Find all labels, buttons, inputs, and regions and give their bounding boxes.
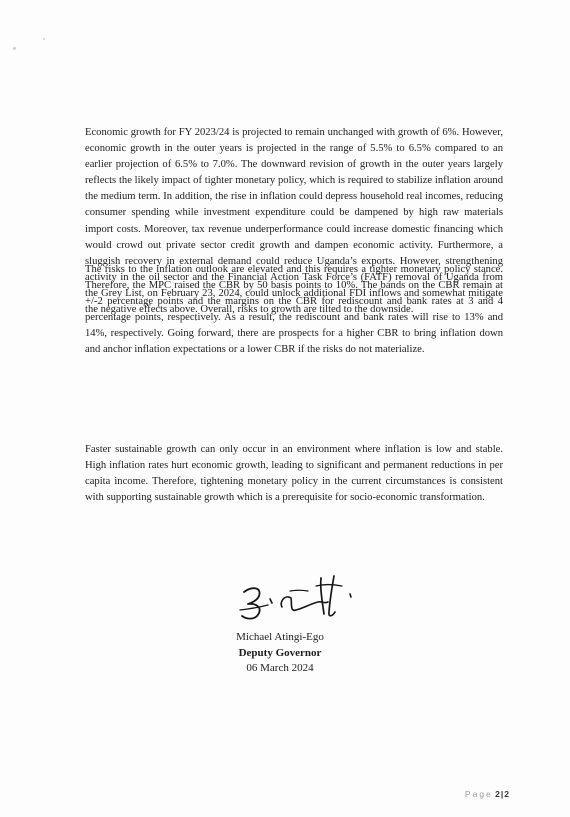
paragraph-inflation-risks: The risks to the inflation outlook are elevated and this requires a tighter monetary policy stance. Therefore, the MPC raised the CBR by 50 basis points to 10%. The bands on the CBR remain at +/-2 percentage points and the margins on the CBR for rediscount and bank rates at 3 and 4 percentage points, respectively. As a result, the rediscount and bank rates will rise to 13% and 14%, respectively. Going forward, there are prospects for a higher CBR to bring inflation down and anchor inflation expectations or a lower CBR if the risks do not materialize. bbox=[85, 264, 503, 356]
page-footer bbox=[430, 789, 510, 799]
scan-speck bbox=[43, 38, 45, 40]
paragraph-sustainable-growth: Faster sustainable growth can only occur in an environment where inflation is low and stable. High inflation rates hurt economic growth, leading to significant and permanent reductions in per capita income. Therefore, tightening monetary policy in the current circumstances is consistent with supporting sustainable growth which is a prerequisite for socio-economic transformation. bbox=[85, 444, 503, 504]
handwritten-signature bbox=[238, 574, 358, 624]
page-number: 2|2 bbox=[495, 789, 510, 799]
signature-block bbox=[200, 630, 360, 677]
signature-date: 06 March 2024 bbox=[246, 662, 314, 674]
paragraph-growth-outlook: Economic growth for FY 2023/24 is projected to remain unchanged with growth of 6%. However, economic growth in the outer years is projected in the range of 5.5% to 6.5% compared to an earlier projection of 6.5% to 7.0%. The downward revision of growth in the outer years largely reflects the likely impact of tighter monetary policy, which is required to stabilize inflation around the medium term. In addition, the rise in inflation could depress household real incomes, reducing consumer spending while investment expenditure could be dampened by high raw materials import costs. Moreover, tax revenue underperformance could increase domestic financing which would crowd out private sector credit growth and dampen economic activity. Furthermore, a sluggish recovery in external demand could reduce Uganda’s exports. However, strengthening activity in the oil sector and the Financial Action Task Force’s (FATF) removal of Uganda from the Grey List, on February 23, 2024, could unlock additional FDI inflows and somewhat mitigate the negative effects above. Overall, risks to growth are tilted to the downside. bbox=[85, 127, 503, 316]
scan-speck bbox=[13, 47, 16, 50]
signatory-name: Michael Atingi-Ego bbox=[236, 631, 324, 643]
page-label: Page bbox=[464, 789, 493, 799]
signatory-title: Deputy Governor bbox=[238, 646, 322, 659]
